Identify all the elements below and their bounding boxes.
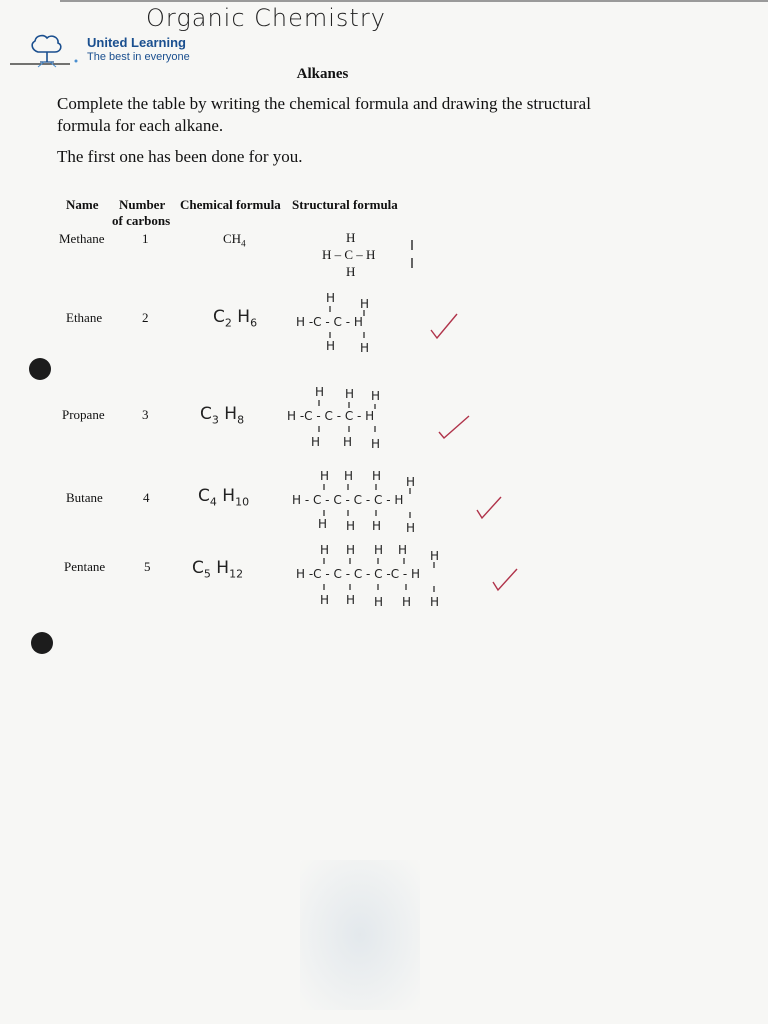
- svg-text:H: H: [360, 297, 370, 311]
- row-carbons-ethane: 2: [142, 310, 149, 325]
- row-name-propane: Propane: [62, 407, 105, 422]
- svg-text:H -C - C - C - H: H -C - C - C - H: [287, 409, 375, 423]
- svg-text:H -C - C - C - C -C - H: H -C - C - C - C -C - H: [296, 567, 421, 581]
- row-formula-pentane: $C_5$ $H_{12}$: [192, 558, 244, 581]
- row-name-methane: Methane: [59, 231, 105, 246]
- svg-text:H -C - C - H: H -C - C - H: [296, 315, 363, 329]
- methane-struct-middle: H – C – H: [322, 247, 376, 262]
- svg-text:H: H: [345, 387, 355, 401]
- row-formula-methane: [223, 231, 246, 249]
- butane-structural-drawing: [288, 466, 458, 538]
- svg-text:H: H: [374, 543, 384, 557]
- svg-text:H: H: [320, 543, 330, 557]
- paper-shadow: [300, 860, 420, 1010]
- svg-text:H: H: [326, 339, 336, 353]
- header-structural: Structural formula: [292, 197, 398, 212]
- svg-text:H - C - C - C - C - H: H - C - C - C - C - H: [292, 493, 404, 507]
- ethane-structural-drawing: [290, 290, 410, 360]
- svg-text:H: H: [346, 543, 356, 557]
- svg-text:H: H: [430, 595, 440, 609]
- methane-struct-top: H: [346, 230, 356, 245]
- svg-text:H: H: [318, 517, 328, 531]
- tick-propane: [436, 412, 472, 442]
- pentane-structural-drawing: [292, 540, 492, 614]
- row-formula-propane: $C_3$ $H_8$: [200, 404, 245, 427]
- svg-text:H: H: [371, 437, 381, 451]
- instruction-note: The first one has been done for you.: [57, 147, 303, 166]
- svg-text:H: H: [402, 595, 412, 609]
- header-name: Name: [66, 197, 99, 212]
- svg-text:H: H: [374, 595, 384, 609]
- svg-text:H: H: [406, 521, 416, 535]
- svg-text:H: H: [326, 291, 336, 305]
- tick-pentane: [490, 566, 520, 594]
- header-number-sub: of carbons: [112, 213, 171, 228]
- row-name-ethane: Ethane: [66, 310, 103, 325]
- svg-text:H: H: [346, 593, 356, 607]
- svg-text:H: H: [344, 469, 354, 483]
- top-edge-line: [60, 0, 768, 2]
- instructions: Complete the table by writing the chemical formula and drawing the structural formula for each alkane.: [57, 94, 591, 135]
- svg-text:H: H: [315, 385, 325, 399]
- svg-text:H: H: [406, 475, 416, 489]
- row-carbons-propane: 3: [142, 407, 149, 422]
- svg-text:H: H: [372, 469, 382, 483]
- header-number: Number: [119, 197, 166, 212]
- header-chemical: Chemical formula: [180, 197, 281, 212]
- svg-text:H: H: [320, 593, 330, 607]
- row-carbons-butane: 4: [143, 490, 150, 505]
- formula-main: CH: [223, 231, 242, 246]
- propane-structural-drawing: [285, 384, 425, 454]
- formula-sub: 4: [241, 238, 246, 249]
- row-carbons-methane: 1: [142, 231, 149, 246]
- row-formula-butane: $C_4$ $H_{10}$: [198, 486, 250, 509]
- logo-name: United Learning: [87, 35, 186, 50]
- binder-hole-1: [29, 358, 51, 380]
- svg-text:H: H: [430, 549, 440, 563]
- row-name-pentane: Pentane: [64, 559, 106, 574]
- handwritten-title: Organic Chemistry: [146, 4, 386, 32]
- svg-text:H: H: [360, 341, 370, 355]
- svg-text:H: H: [346, 519, 356, 533]
- row-name-butane: Butane: [66, 490, 103, 505]
- svg-text:H: H: [372, 519, 382, 533]
- logo-tagline: The best in everyone: [87, 51, 190, 63]
- methane-struct-bottom: H: [346, 264, 356, 279]
- binder-hole-2: [31, 632, 53, 654]
- svg-text:H: H: [398, 543, 408, 557]
- svg-text:H: H: [320, 469, 330, 483]
- tick-ethane: [428, 310, 460, 342]
- pencil-marks: [405, 238, 419, 272]
- svg-text:H: H: [311, 435, 321, 449]
- svg-text:H: H: [371, 389, 381, 403]
- row-formula-ethane: $C_2$ $H_6$: [213, 307, 258, 330]
- page-title: Alkanes: [296, 66, 349, 82]
- tick-butane: [474, 494, 504, 522]
- svg-text:H: H: [343, 435, 353, 449]
- row-carbons-pentane: 5: [144, 559, 151, 574]
